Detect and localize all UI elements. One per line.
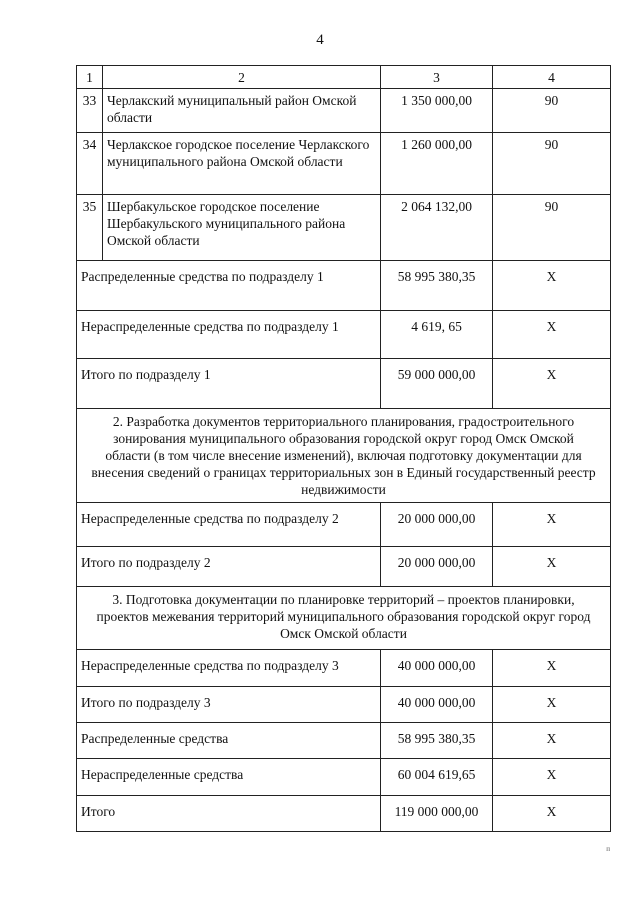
row-amount: 1 350 000,00: [381, 89, 493, 133]
row-amount: 1 260 000,00: [381, 133, 493, 195]
summary-row: [77, 759, 611, 796]
summary-row: [77, 723, 611, 759]
section-header-row: [77, 587, 611, 650]
summary-mark: Х: [493, 547, 611, 587]
table-row: [77, 195, 611, 261]
row-name: Шербакульское городское поселение Шербакульского муниципального района Омской области: [103, 195, 381, 261]
row-number: 35: [77, 195, 103, 261]
summary-label: Нераспределенные средства по подразделу 1: [77, 311, 381, 359]
summary-row: [77, 650, 611, 687]
summary-label: Итого по подразделу 3: [77, 687, 381, 723]
summary-row: [77, 547, 611, 587]
row-rate: 90: [493, 133, 611, 195]
summary-label: Итого: [77, 796, 381, 832]
summary-label: Нераспределенные средства: [77, 759, 381, 796]
page-number: 4: [316, 32, 324, 48]
summary-label: Нераспределенные средства по подразделу 3: [77, 650, 381, 687]
summary-label: Нераспределенные средства по подразделу 2: [77, 503, 381, 547]
summary-mark: Х: [493, 650, 611, 687]
header-col-1: 1: [77, 66, 103, 89]
summary-row: [77, 359, 611, 409]
table-header-row: [77, 66, 611, 89]
summary-mark: Х: [493, 261, 611, 311]
summary-row: [77, 503, 611, 547]
summary-amount: 58 995 380,35: [381, 723, 493, 759]
summary-amount: 20 000 000,00: [381, 547, 493, 587]
budget-table: [76, 65, 611, 832]
corner-mark: п: [606, 845, 610, 853]
summary-amount: 119 000 000,00: [381, 796, 493, 832]
summary-mark: Х: [493, 723, 611, 759]
summary-amount: 4 619, 65: [381, 311, 493, 359]
table-row: [77, 133, 611, 195]
summary-label: Итого по подразделу 2: [77, 547, 381, 587]
summary-amount: 40 000 000,00: [381, 650, 493, 687]
summary-row: [77, 687, 611, 723]
header-col-2: 2: [103, 66, 381, 89]
row-amount: 2 064 132,00: [381, 195, 493, 261]
summary-mark: Х: [493, 759, 611, 796]
summary-row: [77, 311, 611, 359]
summary-mark: Х: [493, 359, 611, 409]
section-3-title: 3. Подготовка документации по планировке территорий – проектов планировки, проектов межевания территорий муниципального образования городской округ город Омск Омской области: [77, 587, 611, 650]
row-name: Черлакский муниципальный район Омской области: [103, 89, 381, 133]
row-number: 33: [77, 89, 103, 133]
section-header-row: [77, 409, 611, 503]
section-2-title: 2. Разработка документов территориального планирования, градостроительного зонирования муниципального образования городской округ город Омск Омской области (в том числе внесение изменений), включая подготовку документации для внесения сведений о границах территориальных зон в Единый государственный реестр недвижимости: [77, 409, 611, 503]
summary-amount: 40 000 000,00: [381, 687, 493, 723]
summary-amount: 58 995 380,35: [381, 261, 493, 311]
header-col-3: 3: [381, 66, 493, 89]
summary-label: Итого по подразделу 1: [77, 359, 381, 409]
summary-amount: 59 000 000,00: [381, 359, 493, 409]
summary-amount: 60 004 619,65: [381, 759, 493, 796]
summary-mark: Х: [493, 687, 611, 723]
summary-row: [77, 261, 611, 311]
summary-row: [77, 796, 611, 832]
summary-mark: Х: [493, 503, 611, 547]
row-rate: 90: [493, 89, 611, 133]
summary-amount: 20 000 000,00: [381, 503, 493, 547]
row-rate: 90: [493, 195, 611, 261]
table-row: [77, 89, 611, 133]
row-number: 34: [77, 133, 103, 195]
row-name: Черлакское городское поселение Черлакского муниципального района Омской области: [103, 133, 381, 195]
summary-label: Распределенные средства: [77, 723, 381, 759]
summary-mark: Х: [493, 311, 611, 359]
summary-mark: Х: [493, 796, 611, 832]
summary-label: Распределенные средства по подразделу 1: [77, 261, 381, 311]
header-col-4: 4: [493, 66, 611, 89]
